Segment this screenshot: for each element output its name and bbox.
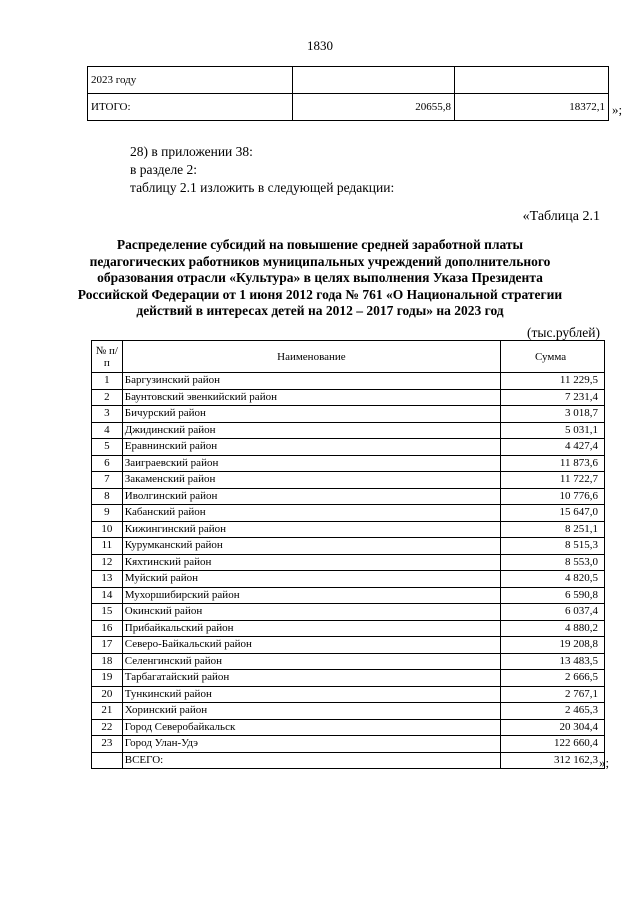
row-district-name: Иволгинский район <box>122 488 500 505</box>
row-number: 18 <box>92 653 123 670</box>
page-number: 1830 <box>307 38 333 53</box>
total-label: ВСЕГО: <box>122 752 500 769</box>
table-row <box>92 389 605 406</box>
table-row <box>92 472 605 489</box>
row-district-name: Курумканский район <box>122 538 500 555</box>
table-row <box>92 538 605 555</box>
header-sum: Сумма <box>501 341 605 373</box>
table-row <box>92 620 605 637</box>
row-sum: 11 873,6 <box>501 455 605 472</box>
header-name: Наименование <box>122 341 500 373</box>
table-row <box>92 439 605 456</box>
table-title: Распределение субсидий на повышение средней заработной платы педагогических работников муниципальных учреждений дополнительного образования отрасли «Культура» в целях выполнения Указа Президента Российской Федерации от 1 июня 2012 года № 761 «О Национальной стратегии действий в интересах детей на 2012 – 2017 годы» на 2023 год <box>77 237 563 318</box>
row-sum: 11 722,7 <box>501 472 605 489</box>
row-number: 4 <box>92 422 123 439</box>
table-row <box>92 406 605 423</box>
row-district-name: Хоринский район <box>122 703 500 720</box>
table-row <box>92 719 605 736</box>
row-number: 7 <box>92 472 123 489</box>
table-label: «Таблица 2.1 <box>522 209 600 224</box>
row-number: 12 <box>92 554 123 571</box>
row-value-1 <box>293 67 455 94</box>
row-district-name: Заиграевский район <box>122 455 500 472</box>
row-number: 9 <box>92 505 123 522</box>
row-district-name: Джидинский район <box>122 422 500 439</box>
table-row <box>92 670 605 687</box>
row-number: 5 <box>92 439 123 456</box>
row-sum: 6 590,8 <box>501 587 605 604</box>
row-district-name: Бичурский район <box>122 406 500 423</box>
table-row <box>92 703 605 720</box>
row-label: ИТОГО: <box>88 94 293 121</box>
row-sum: 5 031,1 <box>501 422 605 439</box>
row-district-name: Тарбагатайский район <box>122 670 500 687</box>
row-sum: 15 647,0 <box>501 505 605 522</box>
row-number: 8 <box>92 488 123 505</box>
paragraph-item: 28) в приложении 38: <box>130 144 253 159</box>
table-row <box>92 653 605 670</box>
header-number: № п/п <box>92 341 123 373</box>
row-sum: 6 037,4 <box>501 604 605 621</box>
row-number: 20 <box>92 686 123 703</box>
table-row <box>92 455 605 472</box>
table-row <box>92 422 605 439</box>
row-number: 16 <box>92 620 123 637</box>
row-district-name: Муйский район <box>122 571 500 588</box>
row-sum: 2 767,1 <box>501 686 605 703</box>
table-header-row <box>92 341 605 373</box>
table-row <box>92 637 605 654</box>
row-number: 6 <box>92 455 123 472</box>
row-district-name: Селенгинский район <box>122 653 500 670</box>
row-value-1: 20655,8 <box>293 94 455 121</box>
row-sum: 4 820,5 <box>501 571 605 588</box>
row-sum: 122 660,4 <box>501 736 605 753</box>
row-number: 13 <box>92 571 123 588</box>
row-number: 10 <box>92 521 123 538</box>
row-district-name: Город Северобайкальск <box>122 719 500 736</box>
row-sum: 8 251,1 <box>501 521 605 538</box>
total-row <box>92 752 605 769</box>
table-row <box>92 587 605 604</box>
total-number <box>92 752 123 769</box>
row-district-name: Окинский район <box>122 604 500 621</box>
row-district-name: Мухоршибирский район <box>122 587 500 604</box>
row-sum: 10 776,6 <box>501 488 605 505</box>
unit-label: (тыс.рублей) <box>527 325 600 340</box>
closing-quote: »; <box>599 755 610 770</box>
row-sum: 4 880,2 <box>501 620 605 637</box>
row-number: 17 <box>92 637 123 654</box>
row-number: 3 <box>92 406 123 423</box>
row-district-name: Закаменский район <box>122 472 500 489</box>
table-row <box>92 521 605 538</box>
table-row <box>92 373 605 390</box>
row-sum: 8 553,0 <box>501 554 605 571</box>
row-sum: 2 465,3 <box>501 703 605 720</box>
row-district-name: Город Улан-Удэ <box>122 736 500 753</box>
row-label: 2023 году <box>88 67 293 94</box>
row-district-name: Прибайкальский район <box>122 620 500 637</box>
total-sum: 312 162,3 <box>501 752 605 769</box>
row-value-2: 18372,1 <box>455 94 609 121</box>
row-number: 23 <box>92 736 123 753</box>
table-row <box>92 571 605 588</box>
row-district-name: Северо-Байкальский район <box>122 637 500 654</box>
row-number: 14 <box>92 587 123 604</box>
row-district-name: Кяхтинский район <box>122 554 500 571</box>
row-number: 19 <box>92 670 123 687</box>
table-row <box>88 94 609 121</box>
row-number: 11 <box>92 538 123 555</box>
row-sum: 19 208,8 <box>501 637 605 654</box>
table-row <box>92 736 605 753</box>
row-number: 21 <box>92 703 123 720</box>
row-district-name: Баунтовский эвенкийский район <box>122 389 500 406</box>
row-sum: 3 018,7 <box>501 406 605 423</box>
subsidy-table <box>91 340 605 769</box>
row-sum: 20 304,4 <box>501 719 605 736</box>
row-number: 2 <box>92 389 123 406</box>
table-row <box>92 488 605 505</box>
table-row <box>92 686 605 703</box>
row-number: 15 <box>92 604 123 621</box>
row-sum: 11 229,5 <box>501 373 605 390</box>
paragraph-instruction: таблицу 2.1 изложить в следующей редакции: <box>130 180 395 195</box>
row-number: 1 <box>92 373 123 390</box>
row-sum: 8 515,3 <box>501 538 605 555</box>
row-number: 22 <box>92 719 123 736</box>
closing-quote: »; <box>612 102 623 117</box>
row-sum: 7 231,4 <box>501 389 605 406</box>
row-district-name: Еравнинский район <box>122 439 500 456</box>
row-district-name: Кабанский район <box>122 505 500 522</box>
row-district-name: Кижингинский район <box>122 521 500 538</box>
table-row <box>92 604 605 621</box>
table-row <box>92 554 605 571</box>
row-value-2 <box>455 67 609 94</box>
row-district-name: Тункинский район <box>122 686 500 703</box>
row-district-name: Баргузинский район <box>122 373 500 390</box>
row-sum: 4 427,4 <box>501 439 605 456</box>
paragraph-section: в разделе 2: <box>130 162 198 177</box>
row-sum: 2 666,5 <box>501 670 605 687</box>
table-row <box>92 505 605 522</box>
table-row <box>88 67 609 94</box>
continuation-table <box>87 66 609 121</box>
row-sum: 13 483,5 <box>501 653 605 670</box>
